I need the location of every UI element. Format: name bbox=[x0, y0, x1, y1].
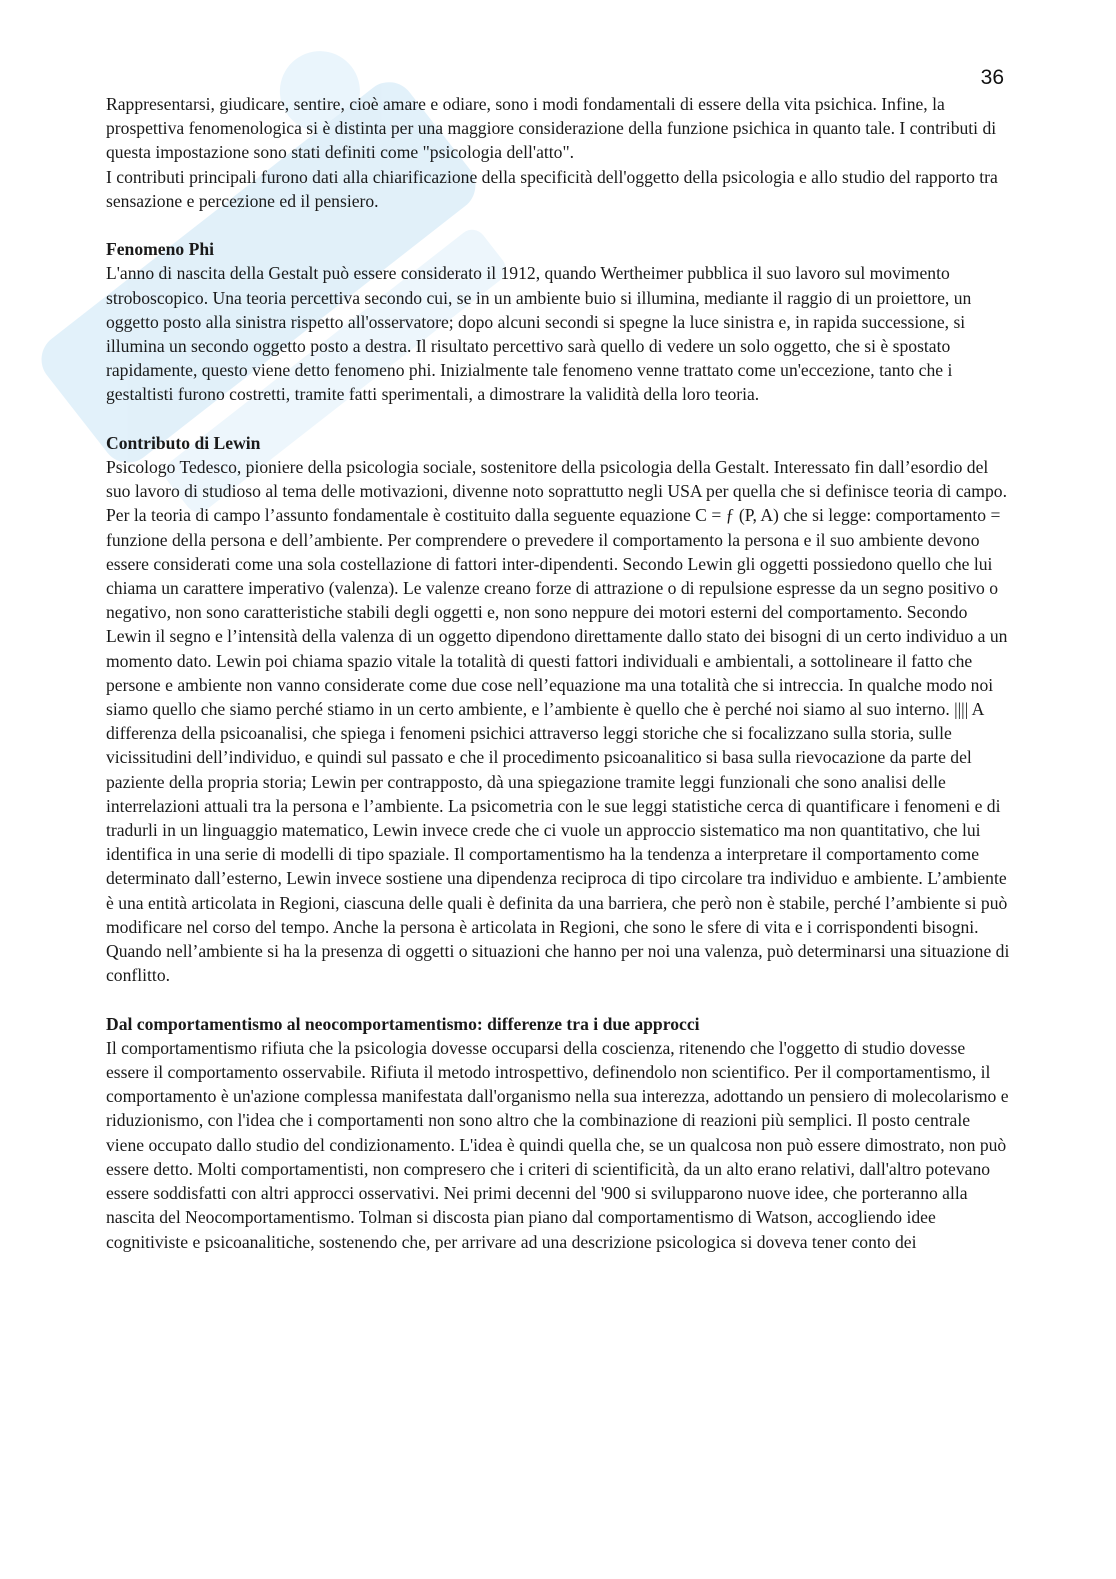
document-body bbox=[106, 92, 1012, 1254]
section-heading-lewin: Contributo di Lewin bbox=[106, 432, 261, 453]
intro-paragraph-1: Rappresentarsi, giudicare, sentire, cioè amare e odiare, sono i modi fondamentali di essere della vita psichica. Infine, la prospettiva fenomenologica si è distinta per una maggiore considerazione della funzione psichica in quanto tale. I contributi di questa impostazione sono stati definiti come "psicologia dell'atto". bbox=[106, 94, 997, 163]
section-heading-phi: Fenomeno Phi bbox=[106, 239, 215, 260]
section-gap bbox=[106, 407, 1012, 431]
page-number: 36 bbox=[980, 66, 1004, 89]
section-body-phi: L'anno di nascita della Gestalt può essere considerato il 1912, quando Wertheimer pubblica il suo lavoro sul movimento stroboscopico. Una teoria percettiva secondo cui, se in un ambiente buio si illumina, mediante il raggio di un proiettore, un oggetto posto alla sinistra rispetto all'osservatore; dopo alcuni secondi si spegne la luce sinistra e, in rapida successione, si illumina un secondo oggetto posto a destra. Il risultato percettivo sarà quello di vedere un solo oggetto, che si è spostato rapidamente, questo viene detto fenomeno phi. Inizialmente tale fenomeno venne trattato come un'eccezione, tanto che i gestaltisti furono costretti, tramite fatti sperimentali, a dimostrare la validità della loro teoria. bbox=[106, 263, 972, 405]
section-heading-behaviorism: Dal comportamentismo al neocomportamentismo: differenze tra i due approcci bbox=[106, 1013, 700, 1034]
section-gap bbox=[106, 213, 1012, 237]
section-body-behaviorism: Il comportamentismo rifiuta che la psicologia dovesse occuparsi della coscienza, ritenendo che l'oggetto di studio dovesse essere il comportamento osservabile. Rifiuta il metodo introspettivo, definendolo non scientifico. Per il comportamentismo, il comportamento è un'azione complessa manifestata dall'organismo nella sua interezza, adottando un pensiero di molecolarismo e riduzionismo, con l'idea che i comportamenti non sono altro che la combinazione di reazioni più semplici. Il posto centrale viene occupato dallo studio del condizionamento. L'idea è quindi quella che, se un qualcosa non può essere dimostrato, non può essere detto. Molti comportamentisti, non compresero che i criteri di scientificità, da un alto erano relativi, dall'altro potevano essere soddisfatti con altri approcci osservativi. Nei primi decenni del '900 si svilupparono nuove idee, che porteranno alla nascita del Neocomportamentismo. Tolman si discosta pian piano dal comportamentismo di Watson, accogliendo idee cognitiviste e psicoanalitiche, sostenendo che, per arrivare ad una descrizione psicologica si doveva tener conto dei bbox=[106, 1037, 1009, 1252]
section-gap bbox=[106, 987, 1012, 1011]
intro-paragraph-2: I contributi principali furono dati alla chiarificazione della specificità dell'oggetto della psicologia e allo studio del rapporto tra sensazione e percezione ed il pensiero. bbox=[106, 166, 998, 211]
section-body-lewin: Psicologo Tedesco, pioniere della psicologia sociale, sostenitore della psicologia della Gestalt. Interessato fin dall’esordio del suo lavoro di studioso al tema delle motivazioni, divenne noto soprattutto negli USA per quella che si definisce teoria di campo. Per la teoria di campo l’assunto fondamentale è costituito dalla seguente equazione C = ƒ (P, A) che si legge: comportamento = funzione della persona e dell’ambiente. Per comprendere o prevedere il comportamento la persona e il suo ambiente devono essere considerati come una sola costellazione di fattori inter-dipendenti. Secondo Lewin gli oggetti possiedono quello che lui chiama un carattere imperativo (valenza). Le valenze creano forze di attrazione o di repulsione espresse da un segno positivo o negativo, non sono caratteristiche stabili degli oggetti e, non sono neppure dei motori esterni del comportamento. Secondo Lewin il segno e l’intensità della valenza di un oggetto dipendono direttamente dallo stato dei bisogni di un certo individuo a un momento dato. Lewin poi chiama spazio vitale la totalità di questi fattori individuali e ambientali, a sottolineare il fatto che persone e ambiente non vanno considerate come due cose nell’equazione ma una totalità che si intreccia. In qualche modo noi siamo quello che siamo perché stiamo in un certo ambiente, e l’ambiente è quello che è perché noi siamo al suo interno. |||| A differenza della psicoanalisi, che spiega i fenomeni psichici attraverso leggi storiche che si focalizzano sulla storia, sulle vicissitudini dell’individuo, e quindi sul passato e che il procedimento psicoanalitico si basa sulla rievocazione da parte del paziente della propria storia; Lewin per contrapposto, dà una spiegazione tramite leggi funzionali che sono analisi delle interrelazioni attuali tra la persona e l’ambiente. La psicometria con le sue leggi statistiche cerca di quantificare i fenomeni e di tradurli in un linguaggio matematico, Lewin invece crede che ci vuole un approccio sistematico ma non quantitativo, che lui identifica in una serie di modelli di tipo spaziale. Il comportamentismo ha la tendenza a interpretare il comportamento come determinato dall’esterno, Lewin invece sostiene una dipendenza reciproca di tipo circolare tra individuo e ambiente. L’ambiente è una entità articolata in Regioni, ciascuna delle quali è definita da una barriera, che però non è stabile, perché l’ambiente si può modificare nel corso del tempo. Anche la persona è articolata in Regioni, che sono le sfere di vita e i corrispondenti bisogni. Quando nell’ambiente si ha la presenza di oggetti o situazioni che hanno per noi una valenza, può determinarsi una situazione di conflitto. bbox=[106, 457, 1010, 986]
